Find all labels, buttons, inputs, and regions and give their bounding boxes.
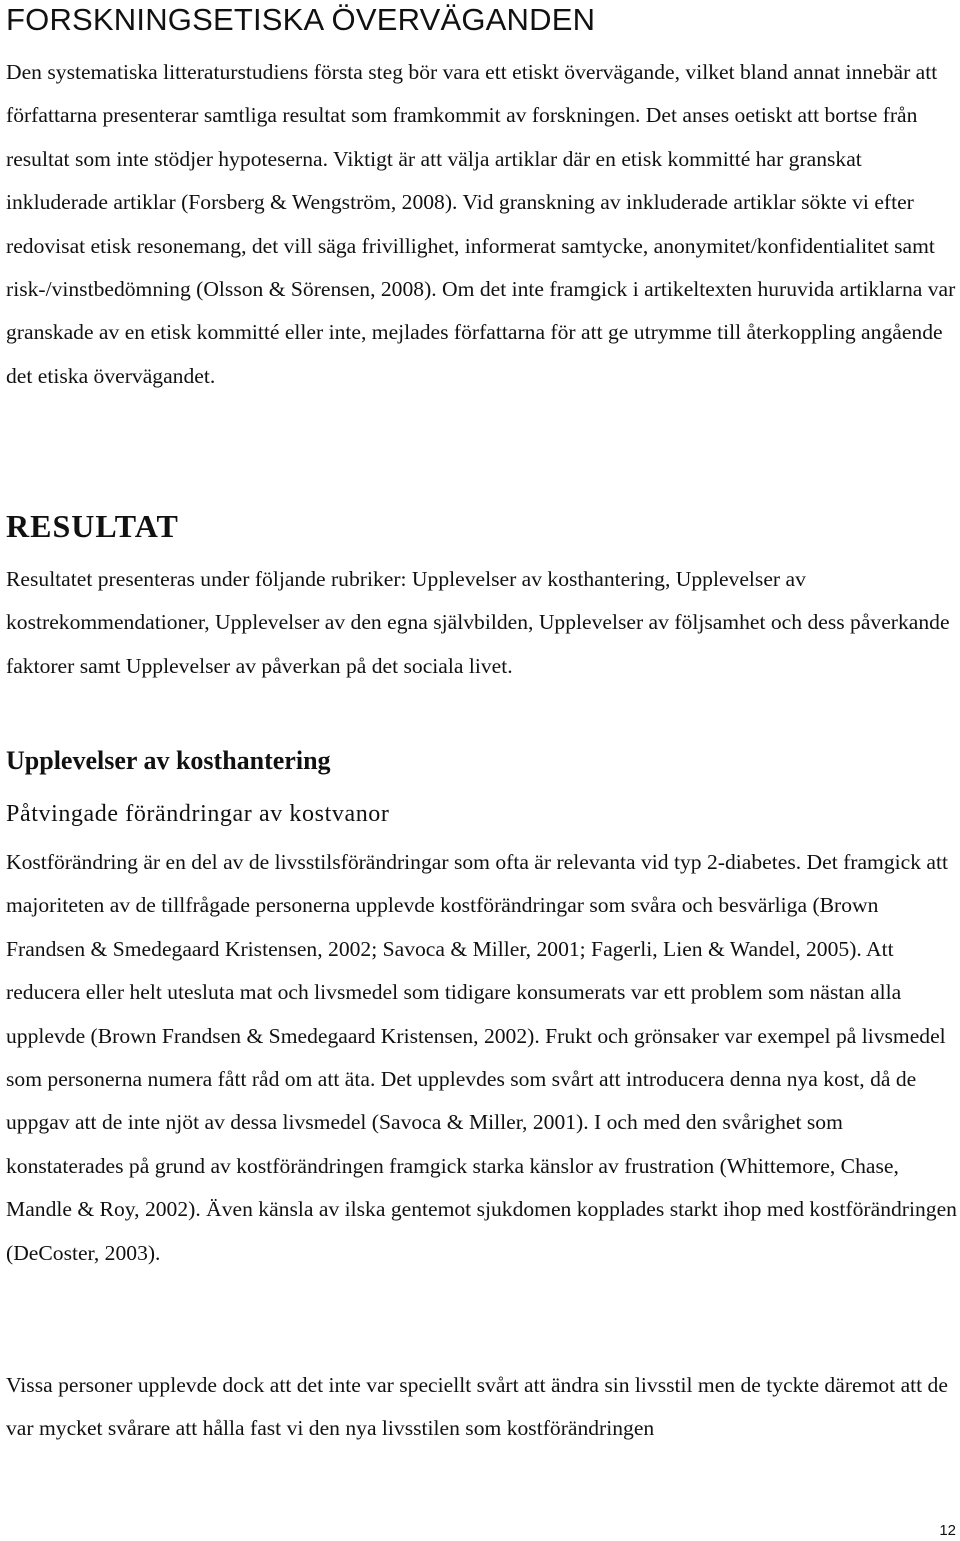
- ethics-heading: FORSKNINGSETISKA ÖVERVÄGANDEN: [6, 2, 596, 37]
- results-heading: RESULTAT: [6, 508, 179, 544]
- page-number: 12: [939, 1522, 956, 1539]
- results-paragraph: Resultatet presenteras under följande rubriker: Upplevelser av kosthantering, Upplevelser av kostrekommendationer, Upplevelser av den egna självbilden, Upplevelser av följsamhet och dess påverkande faktorer samt Upplevelser av påverkan på det sociala livet.: [6, 567, 950, 678]
- lifestyle-paragraph: Vissa personer upplevde dock att det inte var speciellt svårt att ändra sin livsstil men de tyckte däremot att de var mycket svårare att hålla fast vi den nya livsstilen som kostförändringen: [6, 1373, 948, 1441]
- diet-management-heading: Upplevelser av kosthantering: [6, 746, 331, 775]
- diet-changes-paragraph: Kostförändring är en del av de livsstilsförändringar som ofta är relevanta vid typ 2-diabetes. Det framgick att majoriteten av de tillfrågade personerna upplevde kostförändringar som svåra och besvärliga (Brown Frandsen & Smedegaard Kristensen, 2002; Savoca & Miller, 2001; Fagerli, Lien & Wandel, 2005). Att reducera eller helt utesluta mat och livsmedel som tidigare konsumerats var ett problem som nästan alla upplevde (Brown Frandsen & Smedegaard Kristensen, 2002). Frukt och grönsaker var exempel på livsmedel som personerna numera fått råd om att äta. Det upplevdes som svårt att introducera denna nya kost, då de uppgav att de inte njöt av dessa livsmedel (Savoca & Miller, 2001). I och med den svårighet som konstaterades på grund av kostförändringen framgick starka känslor av frustration (Whittemore, Chase, Mandle & Roy, 2002). Även känsla av ilska gentemot sjukdomen kopplades starkt ihop med kostförändringen (DeCoster, 2003).: [6, 850, 957, 1265]
- ethics-paragraph: Den systematiska litteraturstudiens första steg bör vara ett etiskt övervägande, vilket bland annat innebär att författarna presenterar samtliga resultat som framkommit av forskningen. Det anses oetiskt att bortse från resultat som inte stödjer hypoteserna. Viktigt är att välja artiklar där en etisk kommitté har granskat inkluderade artiklar (Forsberg & Wengström, 2008). Vid granskning av inkluderade artiklar sökte vi efter redovisat etisk resonemang, det vill säga frivillighet, informerat samtycke, anonymitet/konfidentialitet samt risk-/vinstbedömning (Olsson & Sörensen, 2008). Om det inte framgick i artikeltexten huruvida artiklarna var granskade av en etisk kommitté eller inte, mejlades författarna för att ge utrymme till återkoppling angående det etiska övervägandet.: [6, 60, 956, 388]
- diet-changes-subheading: Påtvingade förändringar av kostvanor: [6, 801, 390, 827]
